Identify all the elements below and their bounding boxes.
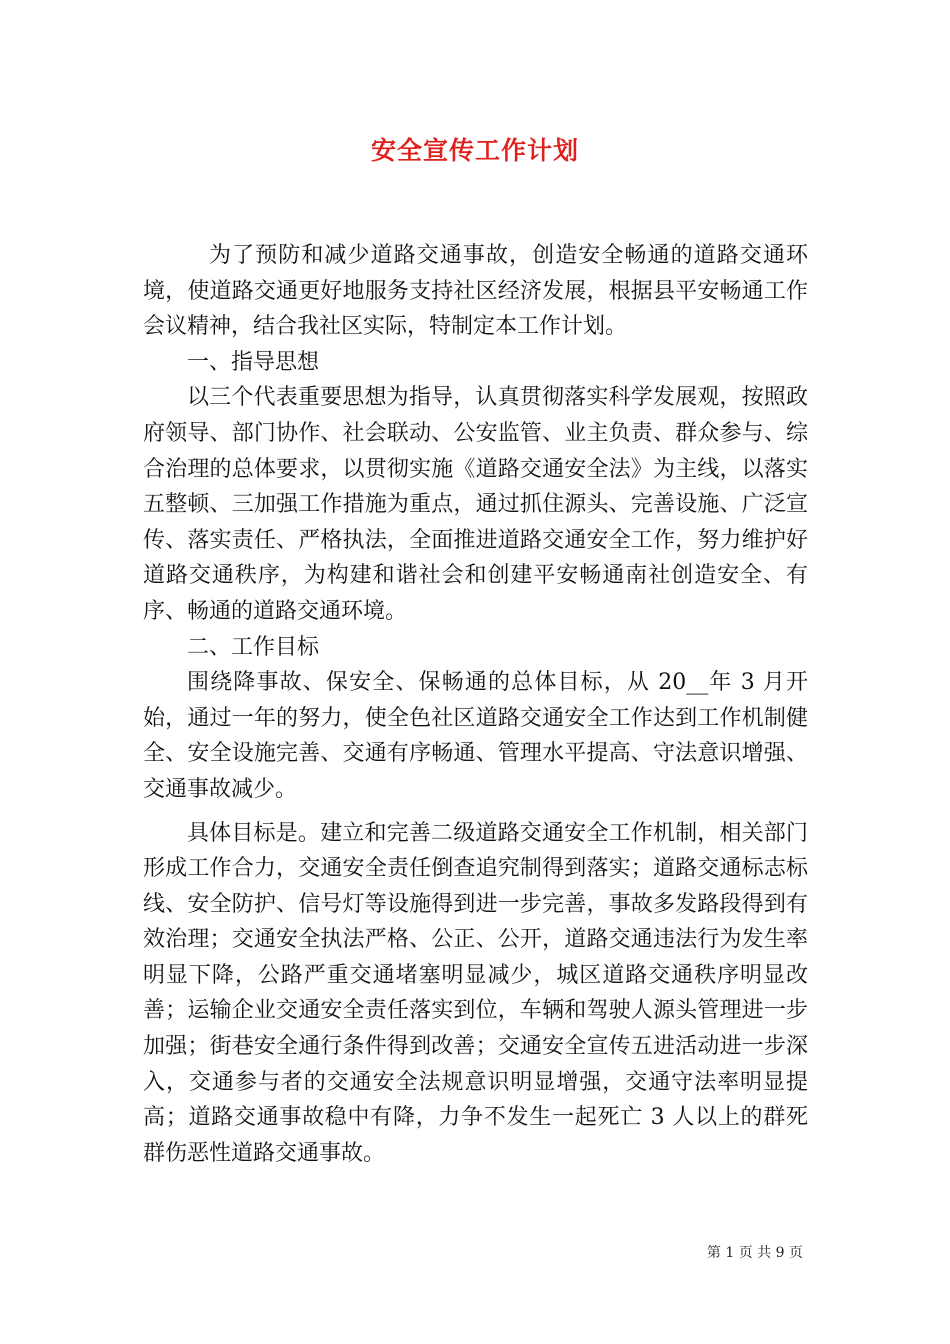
document-body [143,238,808,1171]
intro-paragraph: 为了预防和减少道路交通事故，创造安全畅通的道路交通环境，使道路交通更好地服务支持社区经济发展，根据县平安畅通工作会议精神，结合我社区实际，特制定本工作计划。 [143,243,808,340]
section-heading-work-goals: 二、工作目标 [187,634,320,660]
guiding-ideology-paragraph: 以三个代表重要思想为指导，认真贯彻落实科学发展观，按照政府领导、部门协作、社会联动、公安监管、业主负责、群众参与、综合治理的总体要求，以贯彻实施《道路交通安全法》为主线，以落实五整顿、三加强工作措施为重点，通过抓住源头、完善设施、广泛宣传、落实责任、严格执法，全面推进道路交通安全工作，努力维护好道路交通秩序，为构建和谐社会和创建平安畅通南社创造安全、有序、畅通的道路交通环境。 [143,385,808,624]
page-number-footer: 第 1 页 共 9 页 [706,1245,803,1261]
specific-goals-paragraph: 具体目标是。建立和完善二级道路交通安全工作机制，相关部门形成工作合力，交通安全责任倒查追究制得到落实；道路交通标志标线、安全防护、信号灯等设施得到进一步完善，事故多发路段得到有效治理；交通安全执法严格、公正、公开，道路交通违法行为发生率明显下降，公路严重交通堵塞明显减少，城区道路交通秩序明显改善；运输企业交通安全责任落实到位，车辆和驾驶人源头管理进一步加强；街巷安全通行条件得到改善；交通安全宣传五进活动进一步深入，交通参与者的交通安全法规意识明显增强，交通守法率明显提高；道路交通事故稳中有降，力争不发生一起死亡 3 人以上的群死群伤恶性道路交通事故。 [143,820,808,1166]
document-title: 安全宣传工作计划 [370,136,579,165]
work-goals-paragraph: 围绕降事故、保安全、保畅通的总体目标，从 20__年 3 月开始，通过一年的努力，使全色社区道路交通安全工作达到工作机制健全、安全设施完善、交通有序畅通、管理水平提高、守法意识增强、交通事故减少。 [143,670,808,802]
section-heading-guiding-ideology: 一、指导思想 [187,349,320,375]
